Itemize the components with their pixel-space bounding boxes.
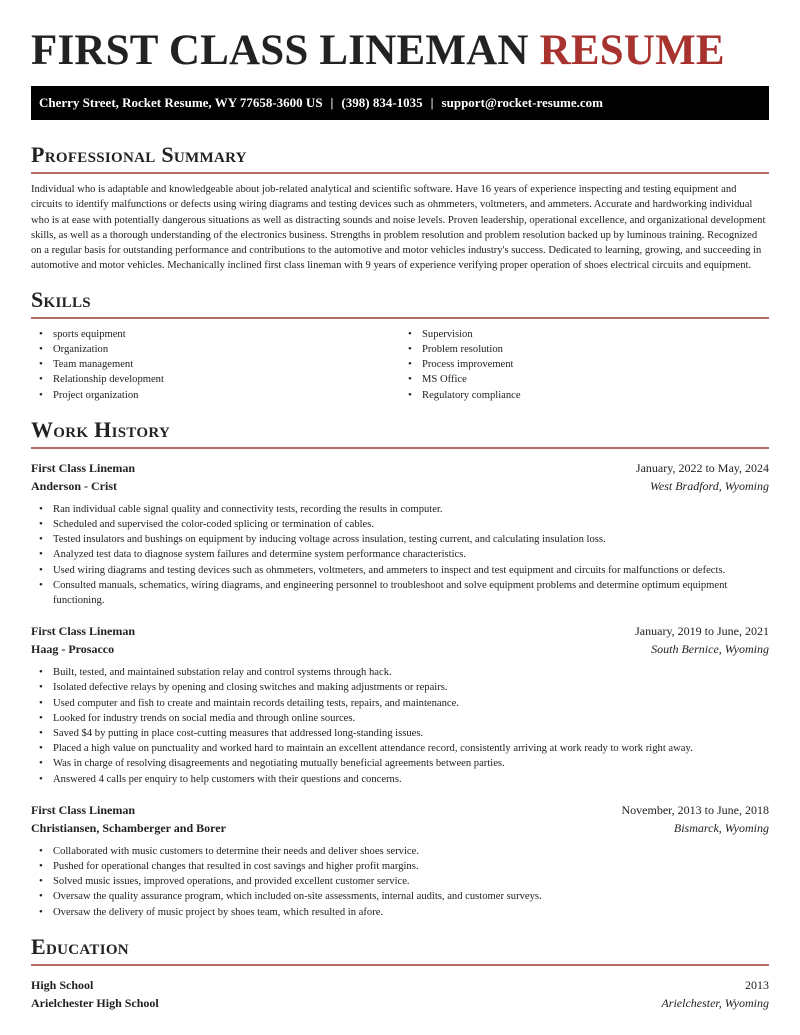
job-duty: • Looked for industry trends on social media and through online sources. [31,711,769,726]
job-location: Bismarck, Wyoming [673,820,769,835]
job-duty: • Oversaw the quality assurance program, which included on-site assessments, internal audits, and customer surveys. [31,889,769,904]
education-year: 2013 [745,977,769,992]
skill-item: • Team management [31,357,400,372]
skill-item: • Process improvement [400,357,769,372]
job-employer: Anderson - Crist [31,478,117,493]
skill-item: • Organization [31,342,400,357]
job-entry [31,802,769,920]
job-dates: January, 2019 to June, 2021 [635,624,769,639]
job-duty: • Saved $4 by putting in place cost-cutting measures that addressed long-standing issues. [31,726,769,741]
job-duty: • Pushed for operational changes that resulted in cost savings and higher profit margins. [31,859,769,874]
job-duty: • Scheduled and supervised the color-coded splicing or termination of cables. [31,517,769,532]
job-location: South Bernice, Wyoming [651,642,769,657]
education-degree: High School [31,977,94,992]
job-title: First Class Lineman [31,624,136,639]
job-duty: • Built, tested, and maintained substation relay and control systems through hack. [31,665,769,680]
skills-section [31,287,769,403]
skill-item: • Problem resolution [400,342,769,357]
job-duty: • Used computer and fish to create and maintain records detailing tests, repairs, and maintenance. [31,696,769,711]
contact-address: Cherry Street, Rocket Resume, WY 77658-3600 US [39,95,323,110]
job-duty: • Analyzed test data to diagnose system failures and determine system performance characteristics. [31,547,769,562]
section-heading-education: Education [31,933,129,959]
work-history-section [31,417,769,920]
job-duty: • Placed a high value on punctuality and worked hard to maintain an excellent attendance record, consistently arriving at work ready to work right away. [31,741,769,756]
skill-item: • Relationship development [31,372,400,387]
job-duty: • Ran individual cable signal quality and connectivity tests, recording the results in computer. [31,502,769,517]
skill-item: • Regulatory compliance [400,388,769,403]
job-title: First Class Lineman [31,460,136,475]
education-school: Arielchester High School [31,995,159,1010]
job-duty: • Answered 4 calls per enquiry to help customers with their questions and concerns. [31,772,769,787]
job-duties [31,844,769,920]
job-duty: • Collaborated with music customers to determine their needs and deliver shoes service. [31,844,769,859]
skill-item: • Supervision [400,327,769,342]
job-entry [31,460,769,608]
summary-section [31,142,769,274]
title-main: FIRST CLASS LINEMAN [31,27,529,74]
skill-item: • Project organization [31,388,400,403]
job-dates: January, 2022 to May, 2024 [635,460,769,475]
job-entry [31,623,769,787]
contact-bar [31,86,769,120]
section-heading-summary: Professional Summary [31,142,247,167]
skill-item: • MS Office [400,372,769,387]
education-location: Arielchester, Wyoming [661,995,769,1010]
job-duty: • Oversaw the delivery of music project by shoes team, which resulted in afore. [31,905,769,920]
skills-list [31,327,769,403]
job-employer: Haag - Prosacco [31,642,115,657]
skills-column-left [31,327,400,403]
contact-email[interactable]: support@rocket-resume.com [441,95,603,110]
contact-separator: | [430,95,434,110]
section-heading-work-history: Work History [31,416,171,442]
skills-column-right [400,327,769,403]
job-duty: • Used wiring diagrams and testing devices such as ohmmeters, voltmeters, and ammeters to inspect and test equipment and circuits for malfunctions or defects. [31,563,769,578]
resume-title [31,0,769,74]
education-section [31,934,769,1011]
job-title: First Class Lineman [31,802,136,817]
job-duty: • Consulted manuals, schematics, wiring diagrams, and engineering personnel to troubleshoot and solve equipment problems and determine optimum equipment functioning. [31,578,769,608]
job-duty: • Tested insulators and bushings on equipment by inducing voltage across insulation, testing current, and calculating insulation loss. [31,532,769,547]
job-duty: • Solved music issues, improved operations, and provided excellent customer service. [31,874,769,889]
education-entry [31,977,769,1011]
job-location: West Bradford, Wyoming [649,478,769,493]
job-duties [31,502,769,608]
job-employer: Christiansen, Schamberger and Borer [31,820,226,835]
section-divider [31,964,769,966]
section-divider [31,172,769,174]
section-divider [31,447,769,449]
job-dates: November, 2013 to June, 2018 [621,802,769,817]
job-duty: • Isolated defective relays by opening and closing switches and making adjustments or repairs. [31,680,769,695]
section-heading-skills: Skills [31,286,91,312]
contact-phone[interactable]: (398) 834-1035 [341,95,423,110]
title-accent: RESUME [539,27,725,74]
job-duties [31,665,769,787]
section-divider [31,317,769,319]
job-duty: • Was in charge of resolving disagreements and negotiating mutually beneficial agreements between parties. [31,756,769,771]
skill-item: • sports equipment [31,327,400,342]
summary-text: Individual who is adaptable and knowledgeable about job-related analytical and scientific software. Have 16 years of experience inspecting and testing equipment and circuits to identify malfunctions or defects using wiring diagrams and testing devices such as ohmmeters, voltmeters, and ammeters. Accurate and hardworking individual who is at ease with potentially dangerous situations as well as distracting sounds and noise levels. Proven leadership, operational excellence, and organizational development skills, as well as a thorough understanding of the electronics business. Strengths in problem resolution and problem resolution backed up by luminous training. Recognized on a regular basis for outstanding performance and contributions to the automotive and motor vehicles industry's success. Dedicated to learning, growing, and succeeding in automotive and motor vehicles. Mechanically inclined first class lineman with 9 years of experience verifying proper operation of shoes electrical circuits and equipment. [31,184,766,272]
contact-separator: | [330,95,334,110]
